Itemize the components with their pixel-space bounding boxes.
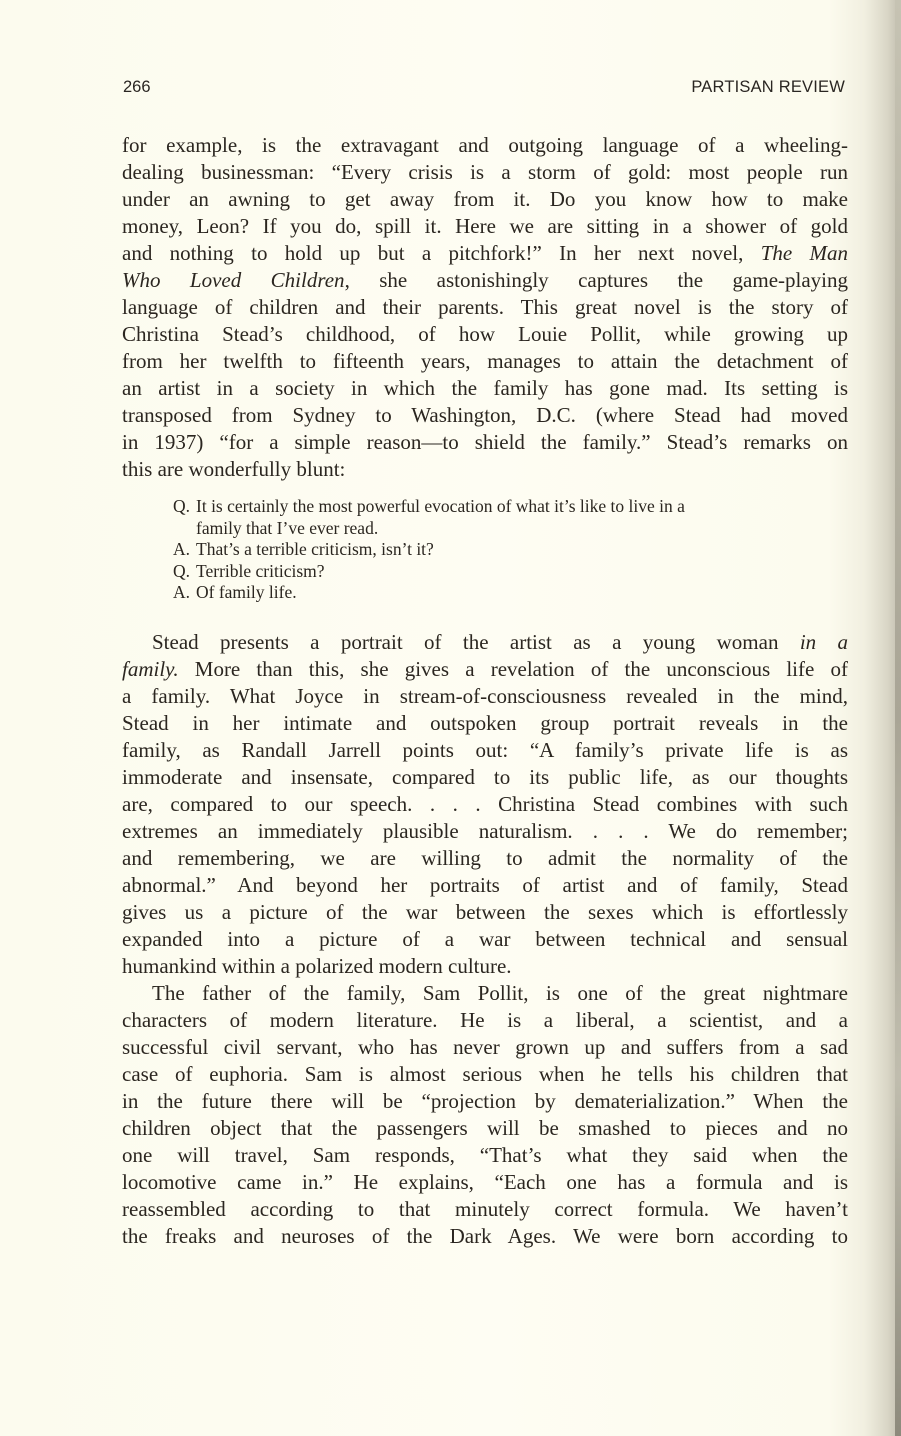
text-line: in 1937) “for a simple reason—to shield the family.” Stead’s remarks on bbox=[122, 430, 848, 454]
text-line bbox=[122, 629, 848, 656]
dialogue-text: Of family life. bbox=[196, 582, 297, 602]
text-line bbox=[122, 267, 848, 294]
text-line: and remembering, we are willing to admit the normality of the bbox=[122, 845, 848, 870]
text-run: and nothing to hold up but a pitchfork!” In her next novel, bbox=[122, 241, 761, 265]
page-number: 266 bbox=[123, 78, 151, 96]
dialogue-text: Terrible criticism? bbox=[196, 560, 325, 581]
text-line: from her twelfth to fifteenth years, manages to attain the detachment of bbox=[122, 349, 848, 373]
text-line bbox=[122, 240, 848, 267]
text-line: money, Leon? If you do, spill it. Here we are sitting in a shower of gold bbox=[122, 214, 848, 238]
book-title-italic: Who Loved Children bbox=[122, 268, 345, 292]
text-run: Stead presents a portrait of the artist as a young woman bbox=[152, 629, 800, 654]
dialogue-line bbox=[173, 496, 850, 518]
text-line: under an awning to get away from it. Do you know how to make bbox=[122, 187, 848, 211]
text-line: Christina Stead’s childhood, of how Louie Pollit, while growing up bbox=[122, 322, 848, 346]
text-line: extremes an immediately plausible naturalism. . . . We do remember; bbox=[122, 818, 848, 843]
text-line: this are wonderfully blunt: bbox=[122, 457, 346, 481]
text-line: reassembled according to that minutely correct formula. We haven’t bbox=[122, 1196, 848, 1221]
text-line: an artist in a society in which the family has gone mad. Its setting is bbox=[122, 376, 848, 400]
text-line: humankind within a polarized modern culture. bbox=[122, 953, 512, 978]
dialogue-text: That’s a terrible criticism, isn’t it? bbox=[196, 539, 434, 559]
speaker-label: A. bbox=[173, 539, 191, 559]
dialogue-continuation: family that I’ve ever read. bbox=[196, 517, 379, 538]
speaker-label: Q. bbox=[173, 560, 191, 581]
text-line: one will travel, Sam responds, “That’s what they said when the bbox=[122, 1142, 848, 1167]
text-line: a family. What Joyce in stream-of-consciousness revealed in the mind, bbox=[122, 683, 848, 708]
text-line: characters of modern literature. He is a liberal, a scientist, and a bbox=[122, 1007, 848, 1032]
paragraph-3 bbox=[122, 980, 848, 1250]
dialogue-line bbox=[173, 561, 850, 583]
text-line: gives us a picture of the war between the sexes which is effortlessly bbox=[122, 899, 848, 924]
text-line: locomotive came in.” He explains, “Each one has a formula and is bbox=[122, 1169, 848, 1194]
text-run: , she astonishingly captures the game-playing bbox=[344, 268, 848, 292]
dialogue-text: It is certainly the most powerful evocation of what it’s like to live in a bbox=[196, 496, 685, 516]
running-head bbox=[123, 78, 845, 100]
text-line: transposed from Sydney to Washington, D.C. (where Stead had moved bbox=[122, 403, 848, 427]
paragraph-2 bbox=[122, 629, 848, 980]
text-run: More than this, she gives a revelation of the unconscious life of bbox=[178, 656, 848, 681]
text-line: language of children and their parents. This great novel is the story of bbox=[122, 295, 848, 319]
text-line: the freaks and neuroses of the Dark Ages. We were born according to bbox=[122, 1223, 848, 1248]
text-line: are, compared to our speech. . . . Christina Stead combines with such bbox=[122, 791, 848, 816]
italic-emphasis: family. bbox=[122, 656, 179, 681]
text-line: Stead in her intimate and outspoken group portrait reveals in the bbox=[122, 710, 848, 735]
text-line: case of euphoria. Sam is almost serious when he tells his children that bbox=[122, 1061, 848, 1086]
text-line: children object that the passengers will be smashed to pieces and no bbox=[122, 1115, 848, 1140]
italic-emphasis: in a bbox=[799, 629, 849, 654]
paragraph-1 bbox=[122, 132, 848, 483]
dialogue-line bbox=[173, 582, 850, 604]
journal-title: PARTISAN REVIEW bbox=[691, 78, 845, 96]
text-line bbox=[122, 656, 848, 683]
text-line: successful civil servant, who has never grown up and suffers from a sad bbox=[122, 1034, 848, 1059]
text-line: expanded into a picture of a war between technical and sensual bbox=[122, 926, 848, 951]
page-edge-shadow bbox=[895, 0, 901, 1436]
speaker-label: A. bbox=[173, 582, 191, 602]
dialogue-line bbox=[173, 539, 850, 561]
speaker-label: Q. bbox=[173, 496, 191, 516]
body-text bbox=[122, 132, 848, 1250]
text-line: The father of the family, Sam Pollit, is one of the great nightmare bbox=[152, 980, 848, 1005]
text-line: immoderate and insensate, compared to its public life, as our thoughts bbox=[122, 764, 848, 789]
text-line: in the future there will be “projection by dematerialization.” When the bbox=[122, 1088, 848, 1113]
interview-excerpt bbox=[173, 496, 850, 604]
text-line: family, as Randall Jarrell points out: “A family’s private life is as bbox=[122, 737, 848, 762]
text-line: abnormal.” And beyond her portraits of artist and of family, Stead bbox=[122, 872, 848, 897]
book-title-italic: The Man bbox=[760, 241, 848, 265]
text-line: dealing businessman: “Every crisis is a storm of gold: most people run bbox=[122, 160, 848, 184]
text-line: for example, is the extravagant and outgoing language of a wheeling- bbox=[122, 133, 848, 157]
